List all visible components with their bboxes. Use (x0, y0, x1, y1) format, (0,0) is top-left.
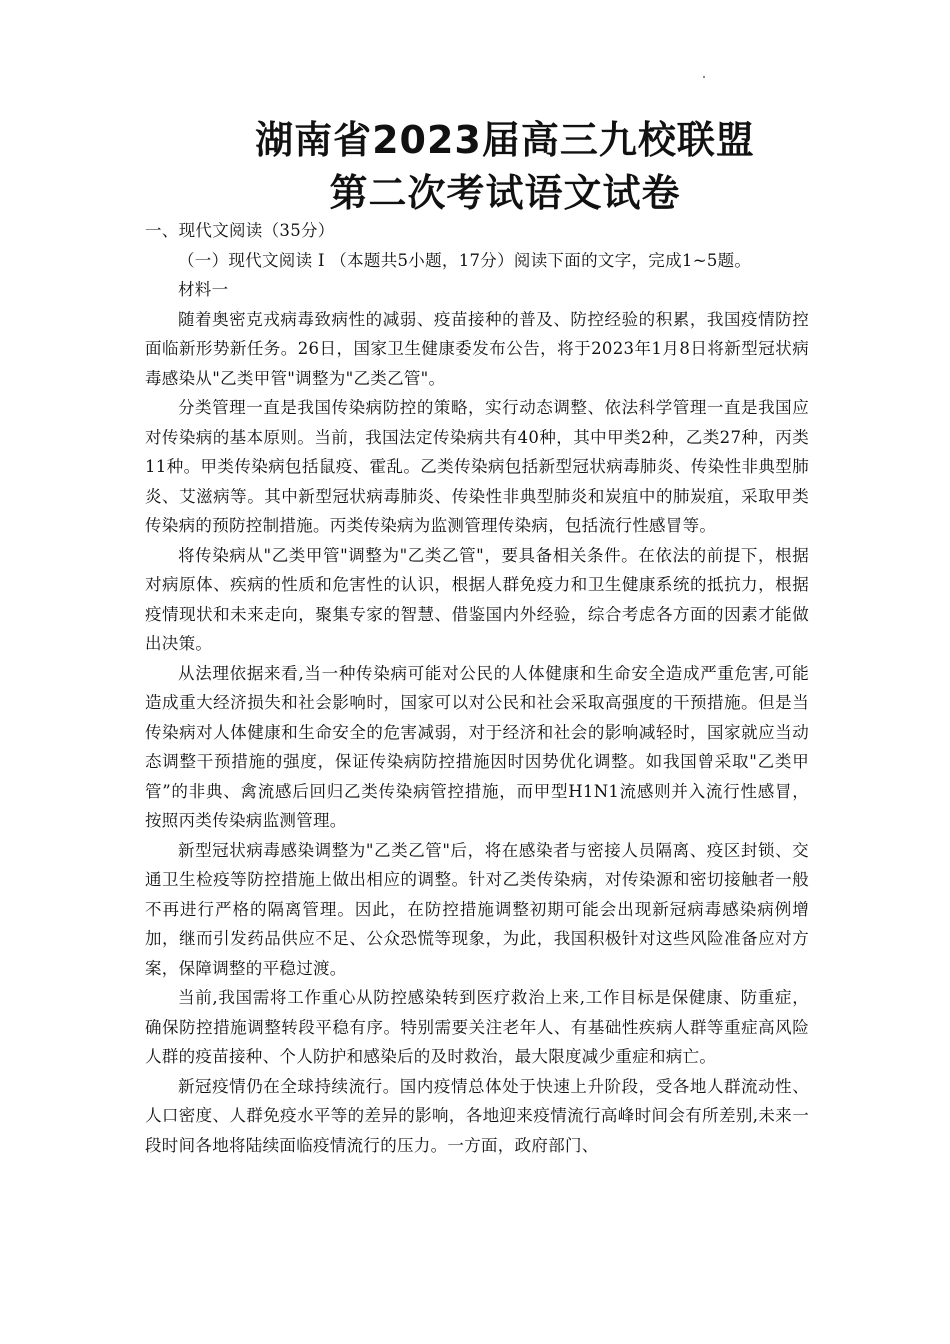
exam-title-line-1: 湖南省2023届高三九校联盟 (255, 118, 755, 162)
paragraph: 分类管理一直是我国传染病防控的策略，实行动态调整、依法科学管理一直是我国应对传染病的基本原则。当前，我国法定传染病共有40种，其中甲类2种，乙类27种，丙类11种。甲类传染病包括鼠疫、霍乱。乙类传染病包括新型冠状病毒肺炎、传染性非典型肺炎、艾滋病等。其中新型冠状病毒肺炎、传染性非典型肺炎和炭疽中的肺炭疽，采取甲类传染病的预防控制措施。丙类传染病为监测管理传染病，包括流行性感冒等。 (145, 398, 809, 535)
paragraph: 当前,我国需将工作重心从防控感染转到医疗救治上来,工作目标是保健康、防重症，确保防控措施调整转段平稳有序。特别需要关注老年人、有基础性疾病人群等重症高风险人群的疫苗接种、个人防护和感染后的及时救治，最大限度减少重症和病亡。 (145, 988, 809, 1066)
paragraph: 随着奥密克戎病毒致病性的减弱、疫苗接种的普及、防控经验的积累，我国疫情防控面临新形势新任务。26日，国家卫生健康委发布公告，将于2023年1月8日将新型冠状病毒感染从"乙类甲管"调整为"乙类乙管"。 (145, 309, 809, 388)
scan-speck (703, 76, 705, 78)
paragraph: 将传染病从"乙类甲管"调整为"乙类乙管"，要具备相关条件。在依法的前提下，根据对病原体、疾病的性质和危害性的认识，根据人群免疫力和卫生健康系统的抵抗力，根据疫情现状和未来走向，聚集专家的智慧、借鉴国内外经验，综合考虑各方面的因素才能做出决策。 (145, 545, 809, 653)
paragraph: 新型冠状病毒感染调整为"乙类乙管"后，将在感染者与密接人员隔离、疫区封锁、交通卫生检疫等防控措施上做出相应的调整。针对乙类传染病，对传染源和密切接触者一般不再进行严格的隔离管理。因此，在防控措施调整初期可能会出现新冠病毒感染病例增加，继而引发药品供应不足、公众恐慌等现象，为此，我国积极针对这些风险准备应对方案，保障调整的平稳过渡。 (145, 840, 809, 978)
material-label: 材料一 (178, 280, 229, 299)
subsection-heading: （一）现代文阅读 Ⅰ （本题共5小题，17分）阅读下面的文字，完成1~5题。 (178, 250, 752, 270)
exam-title-line-2: 第二次考试语文试卷 (329, 171, 681, 215)
paragraph: 新冠疫情仍在全球持续流行。国内疫情总体处于快速上升阶段，受各地人群流动性、人口密度、人群免疫水平等的差异的影响，各地迎来疫情流行高峰时间会有所差别,未来一段时间各地将陆续面临疫情流行的压力。一方面，政府部门、 (145, 1076, 809, 1155)
exam-body (145, 216, 809, 1160)
paragraph: 从法理依据来看,当一种传染病可能对公民的人体健康和生命安全造成严重危害,可能造成重大经济损失和社会影响时，国家可以对公民和社会采取高强度的干预措施。但是当传染病对人体健康和生命安全的危害减弱，对于经济和社会的影响减轻时，国家就应当动态调整干预措施的强度，保证传染病防控措施因时因势优化调整。如我国曾采取"乙类甲管”的非典、禽流感后回归乙类传染病管控措施，而甲型H1N1流感则并入流行性感冒，按照丙类传染病监测管理。 (145, 663, 809, 830)
section-heading: 一、现代文阅读（35分） (145, 221, 335, 240)
